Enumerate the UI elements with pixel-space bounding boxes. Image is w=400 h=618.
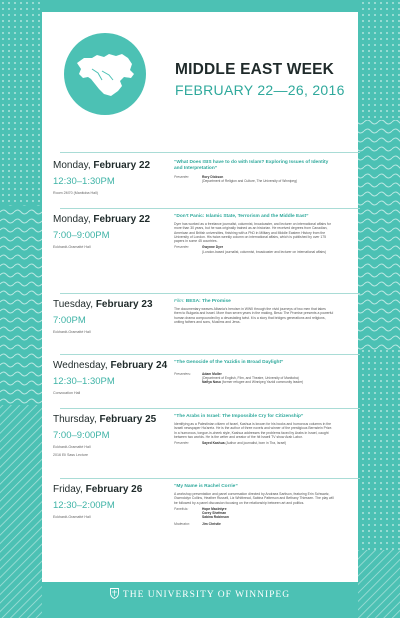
event-time: 12:30–1:30PM	[53, 176, 115, 187]
presenter-row: Presenters: Adam Muller (Department of English, Film, and Theatre, University of Manitoba) Nafiya Naso (former refugee and Winnipeg Yazidi community leader)	[174, 372, 304, 385]
event-details	[174, 299, 334, 324]
event-day: Tuesday, February 23	[53, 299, 153, 310]
divider	[60, 293, 360, 294]
divider	[60, 408, 360, 409]
event-time: 12:30–2:00PM	[53, 500, 115, 511]
university-name: THE UNIVERSITY OF WINNIPEG	[122, 590, 291, 600]
footer	[0, 588, 400, 600]
event-time: 7:00–9:00PM	[53, 430, 110, 441]
event-location: Eckhardt-Gramatté Hall	[53, 245, 91, 249]
event-location: Convocation Hall	[53, 391, 81, 395]
event-details	[174, 214, 334, 254]
event-location: Eckhardt-Gramatté Hall	[53, 515, 91, 519]
event-time: 12:30–1:30PM	[53, 376, 115, 387]
divider	[60, 354, 360, 355]
event-day: Monday, February 22	[53, 160, 151, 171]
event-time: 7:00PM	[53, 315, 86, 326]
divider	[60, 152, 360, 153]
event-description: Identifying as a Palestinian citizen of Israel, Kashua is known for his books and humorous columns in the Israeli newspaper Ha’aretz. He is the author of three novels and winner of the prestigious Bernstein Prize. In a humorous, tongue-in-cheek style, Kashua addresses the problems faced by Arabs in Israel, caught between two worlds. He is the writer and creator of the hit Israeli TV show Arab Labor.	[174, 422, 333, 439]
event-time: 7:00–9:00PM	[53, 230, 110, 241]
event-description: A workshop presentation and panel conversation directed by Andraea Sartison, featuring Erin Schwartz, Gwendolyn Collins, Heather Russell, Liz Whitbread, Sabina Patterson and Bethany Thiessen. The play will be followed by a panel discussion focusing on the relationship between art and politics.	[174, 492, 334, 505]
content-card	[42, 12, 358, 582]
moderator-row: Moderator: Jim Christie	[174, 521, 221, 526]
event-location: Room 2M70 (Manitoba Hall)	[53, 191, 98, 195]
event-details	[174, 484, 334, 526]
event-details	[174, 360, 334, 385]
event-title: “Don’t Panic: Islamic State, Terrorism and the Middle East”	[174, 214, 309, 219]
event-day: Thursday, February 25	[53, 414, 157, 425]
event-title: “The Arabs in Israel: The Impossible Cry for Citizenship”	[174, 414, 304, 419]
university-crest-icon	[110, 588, 119, 599]
event-day: Friday, February 26	[53, 484, 143, 495]
event-details	[174, 414, 334, 445]
event-details	[174, 160, 334, 183]
presenter-row: Presenter: Gwynne Dyer (London-based journalist, columnist, broadcaster and lecturer on international affairs)	[174, 245, 327, 254]
event-day: Monday, February 22	[53, 214, 151, 225]
page-title: MIDDLE EAST WEEK	[175, 61, 335, 78]
event-day: Wednesday, February 24	[53, 360, 168, 371]
map-badge	[64, 33, 146, 115]
divider	[60, 208, 360, 209]
divider	[60, 478, 360, 479]
presenter-row: Presenter: Rory Dickson (Department of Religion and Culture, The University of Winnipeg)	[174, 175, 298, 184]
event-dates: FEBRUARY 22—26, 2016	[175, 82, 345, 98]
event-title: “My Name is Rachel Corrie”	[174, 484, 238, 489]
presenter-row: Presenter: Sayed Kashua (Author and journalist, born in Tira, Israel)	[174, 441, 287, 446]
event-description: Dyer has worked as a freelance journalist, columnist, broadcaster, and lecturer on international affairs for more than 30 years, but he was originally trained as an historian. He received degrees from Canadian, American and British universities, finishing with a PhD in Military and Middle Eastern History from the University of London. His twice-weekly column on international affairs, which is published by over 175 papers in some 45 countries.	[174, 222, 331, 244]
middle-east-map-icon	[64, 33, 146, 115]
event-title: “The Genocide of the Yazidis in Broad Daylight”	[174, 360, 284, 365]
event-title: “What Does ISIS have to do with Islam? Exploring Issues of Identity and Interpretation”	[174, 160, 329, 171]
event-location: Eckhardt-Gramatté Hall	[53, 445, 91, 449]
event-lecture-name: 2016 Eli Sass Lecture	[53, 453, 88, 457]
event-title: Film: BESA: The Promise	[174, 299, 231, 304]
event-location: Eckhardt-Gramatté Hall	[53, 330, 91, 334]
panelists-row: Panelists: Hope MacIntyre Corey Shefman Sabina Robinson	[174, 506, 229, 520]
event-description: The documentary weaves Albania’s heroism in WWII through the vivid journeys of two men that takes them to Bulgaria and Israel. More than seven years in the making, Besa: The Promise presents a powerful human drama compounded by a devastating twist. It is a story that bridges generations and religions, uniting fathers and sons, Muslims and Jews.	[174, 307, 334, 324]
